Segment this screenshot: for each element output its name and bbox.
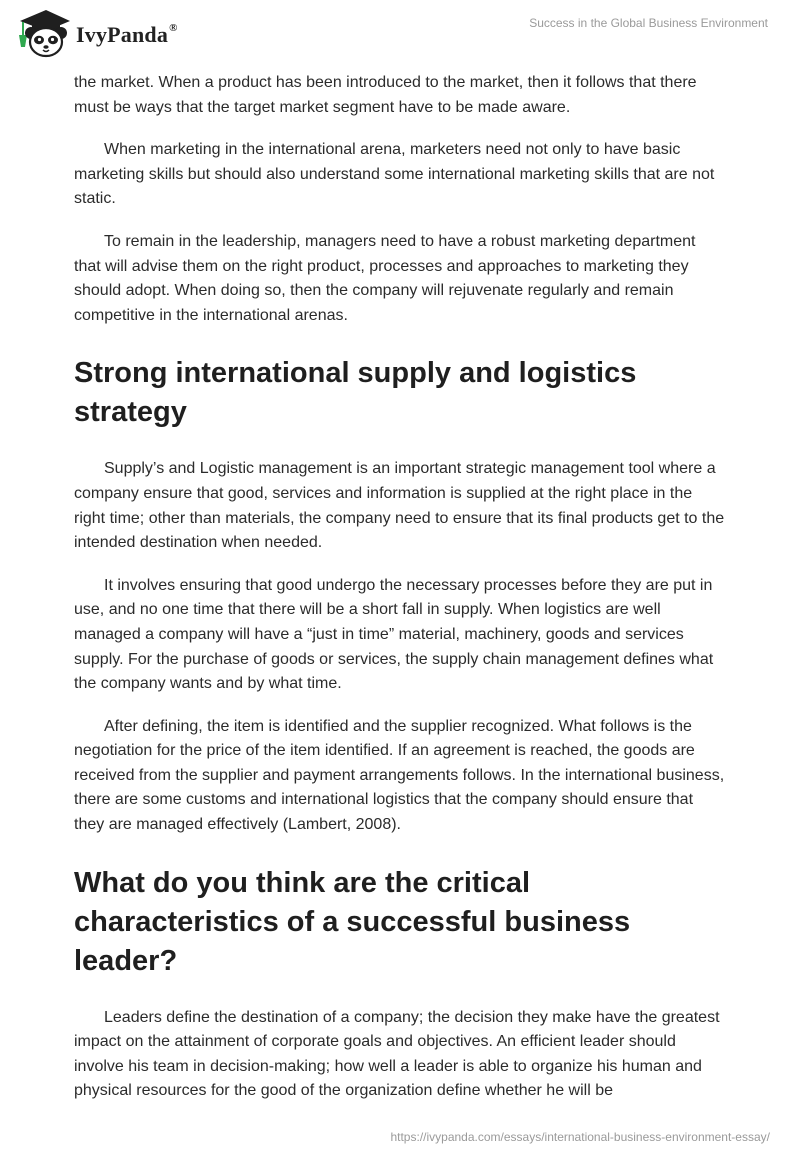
brand-name: IvyPanda® [76,21,178,47]
section-heading-supply-logistics: Strong international supply and logistics strategy [74,357,637,429]
ivypanda-logo-link[interactable] [14,7,178,59]
paragraph: When marketing in the international arena, marketers need not only to have basic marketing skills but should also understand some international marketing skills that are not static. [74,141,715,208]
source-url-link[interactable]: https://ivypanda.com/essays/international-business-environment-essay/ [390,1130,770,1144]
panda-graduation-cap-logo-icon [14,7,72,59]
paragraph: It involves ensuring that good undergo the necessary processes before they are put in use, and no one time that there will be a short fall in supply. When logistics are well managed a company will have a “just in time” material, machinery, goods and services supply. For the purchase of goods or services, the supply chain management defines what the company wants and by what time. [74,576,714,693]
paragraph: Supply’s and Logistic management is an important strategic management tool where a company ensure that good, services and information is supplied at the right place in the right time; other than materials, the company need to ensure that its final products get to the intended destination when needed. [74,460,725,552]
paragraph: Leaders define the destination of a company; the decision they make have the greatest impact on the attainment of corporate goals and objectives. An efficient leader should involve his team in decision-making; how well a leader is able to organize his human and physical resources for the good of the organization define whether he will be [74,1008,720,1100]
page-header [0,0,800,70]
essay-content [74,71,726,1104]
section-heading-business-leader: What do you think are the critical characteristics of a successful business leader? [74,866,631,977]
paragraph: To remain in the leadership, managers need to have a robust marketing department that will advise them on the right product, processes and approaches to marketing they should adopt. When doing so, then the company will rejuvenate regularly and remain competitive in the international arenas. [74,232,696,324]
paragraph: the market. When a product has been introduced to the market, then it follows that there must be ways that the target market segment have to be made aware. [74,74,697,116]
paragraph: After defining, the item is identified and the supplier recognized. What follows is the negotiation for the price of the item identified. If an agreement is reached, the goods are received from the supplier and payment arrangements follows. In the international business, there are some customs and international logistics that the company should ensure that they are managed effectively (Lambert, 2008). [74,717,725,834]
document-title: Success in the Global Business Environment [529,16,768,30]
